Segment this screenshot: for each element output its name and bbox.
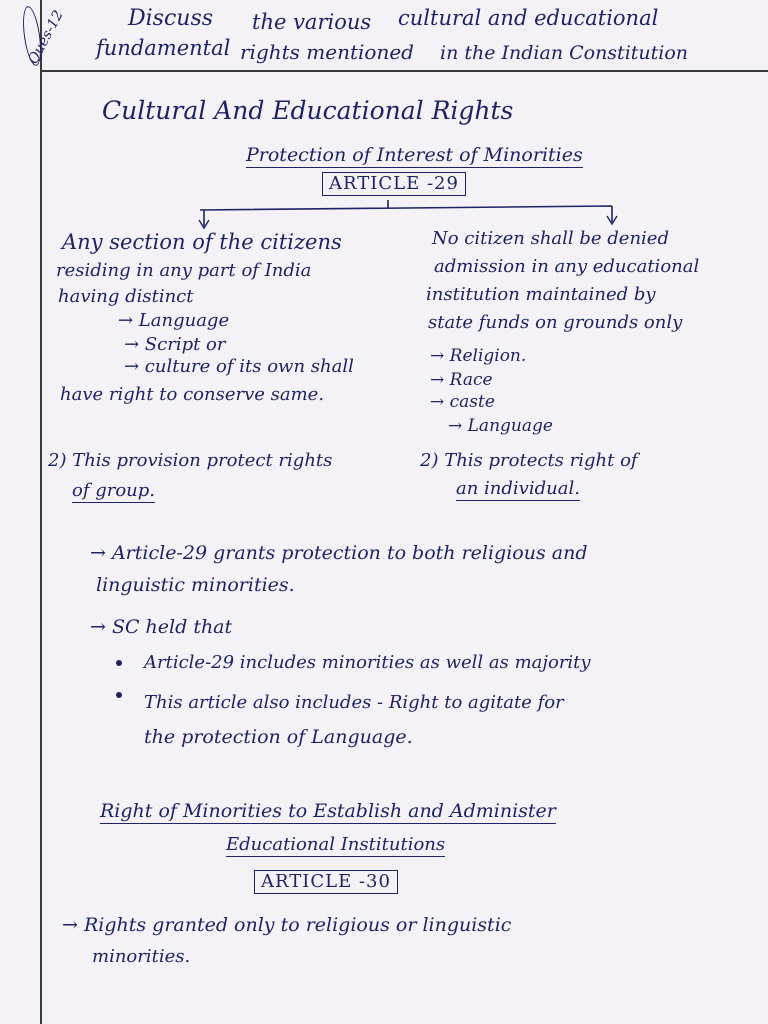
question-word-6: in the Indian Constitution [440, 42, 689, 64]
right-point2-a: 2) This protects right of [420, 450, 638, 471]
section2-heading-line1: Right of Minorities to Establish and Administer [100, 800, 556, 822]
left-line-2: residing in any part of India [56, 260, 312, 281]
bullet-line-1: Article-29 includes minorities as well as majority [144, 652, 591, 673]
note-line-3: → SC held that [90, 616, 233, 638]
question-word-2: the various [252, 10, 372, 34]
bullet-dot [116, 692, 122, 698]
bullet-line-3: the protection of Language. [144, 726, 413, 748]
main-heading: Cultural And Educational Rights [102, 96, 514, 125]
left-line-6: → culture of its own shall [124, 356, 354, 377]
section2-line-2: minorities. [92, 946, 191, 967]
right-line-7: → caste [430, 392, 495, 412]
right-line-1: No citizen shall be denied [432, 228, 669, 249]
question-word-3: cultural and educational [398, 6, 659, 30]
bullet-line-2: This article also includes - Right to agitate for [144, 692, 564, 713]
left-point2-a: 2) This provision protect rights [48, 450, 333, 471]
left-point2-b: of group. [72, 480, 156, 501]
left-line-5: → Script or [124, 334, 226, 355]
right-line-6: → Race [430, 370, 493, 390]
question-number: Ques-12 [25, 7, 67, 68]
left-line-3: having distinct [58, 286, 194, 307]
section1-subheading: Protection of Interest of Minorities [246, 144, 583, 166]
right-point2-b: an individual. [456, 478, 580, 499]
left-line-4: → Language [118, 310, 230, 331]
note-line-2: linguistic minorities. [96, 574, 295, 596]
right-line-2: admission in any educational [434, 256, 700, 277]
left-line-1: Any section of the citizens [62, 230, 342, 254]
section2-heading-line2: Educational Institutions [226, 834, 446, 855]
section1-article-box: ARTICLE -29 [322, 172, 466, 196]
question-word-1: Discuss [128, 6, 214, 31]
left-line-7: have right to conserve same. [60, 384, 325, 405]
note-line-1: → Article-29 grants protection to both religious and [90, 542, 588, 564]
question-word-5: rights mentioned [240, 40, 414, 64]
right-line-3: institution maintained by [426, 284, 656, 305]
right-line-8: → Language [448, 416, 553, 436]
section2-article-box: ARTICLE -30 [254, 870, 398, 894]
right-line-5: → Religion. [430, 346, 527, 366]
section2-line-1: → Rights granted only to religious or linguistic [62, 914, 512, 936]
question-word-4: fundamental [96, 36, 231, 60]
bullet-dot [116, 660, 122, 666]
right-line-4: state funds on grounds only [428, 312, 683, 333]
